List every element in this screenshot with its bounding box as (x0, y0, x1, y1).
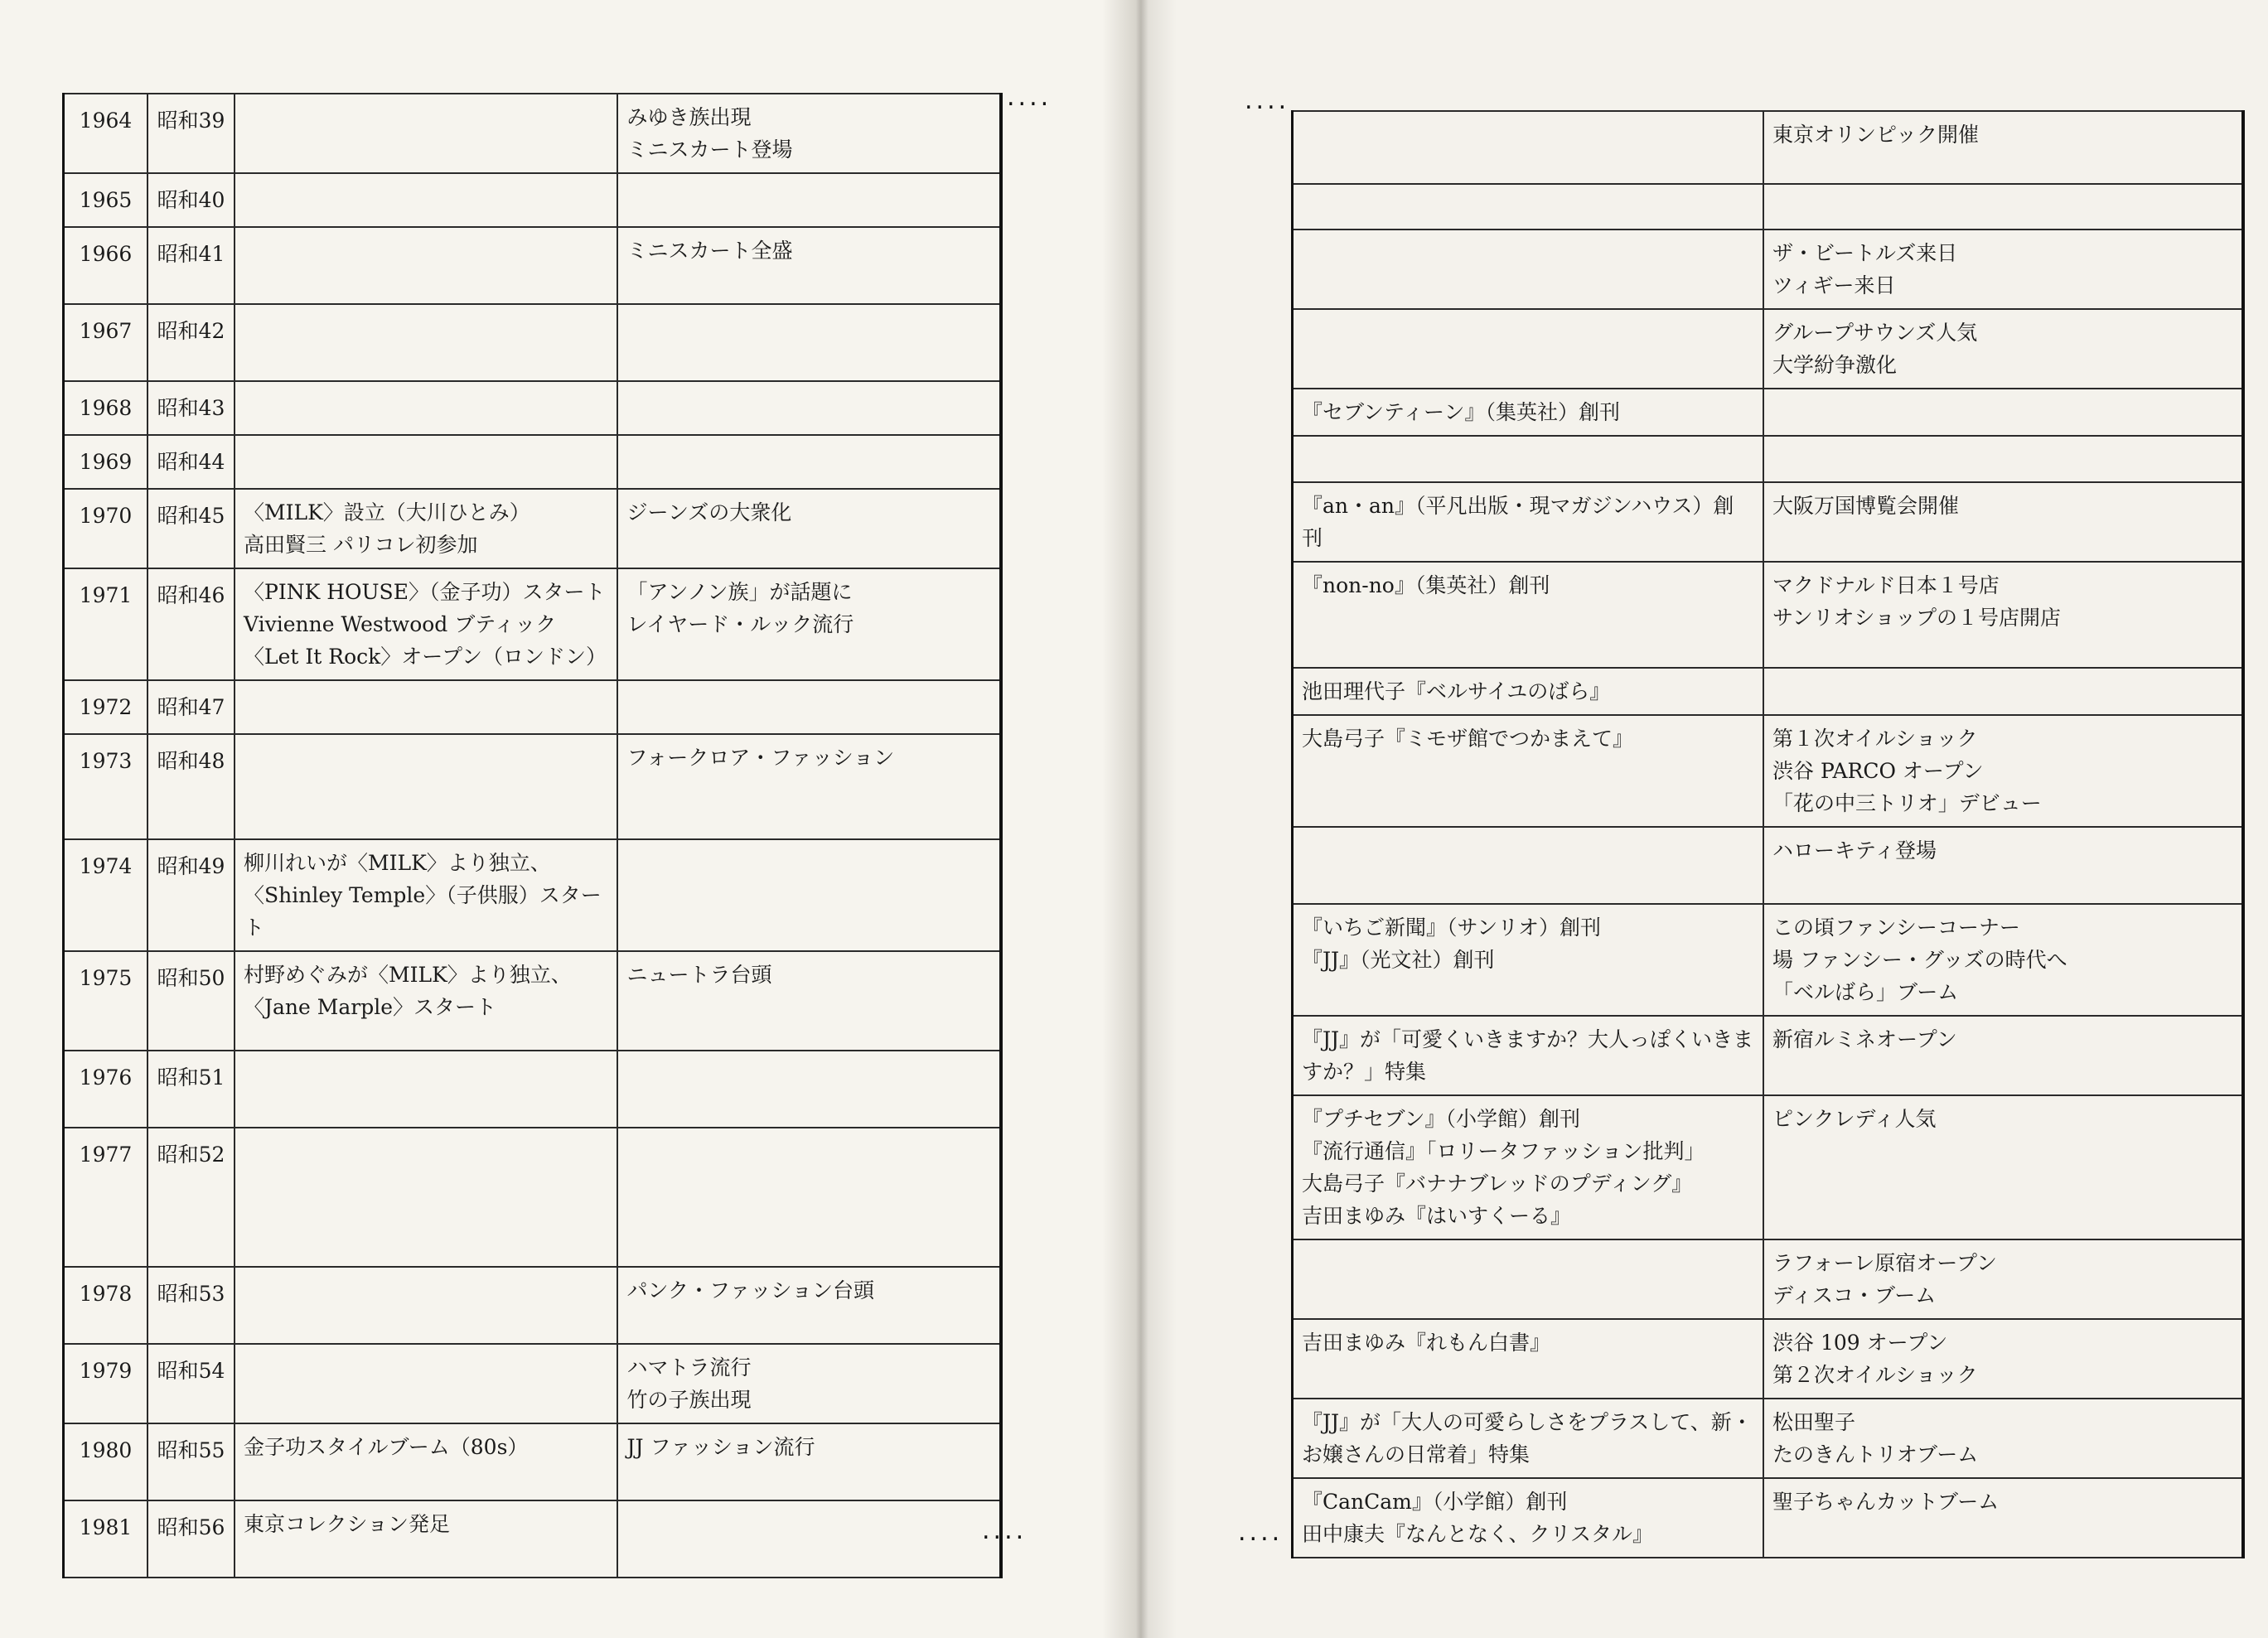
timeline-row (64, 680, 1002, 734)
year-cell: 1967 (64, 304, 147, 381)
events-cell: ピンクレディ人気 (1763, 1095, 2243, 1239)
timeline-table-right (1291, 110, 2245, 1558)
media-cell (1293, 230, 1764, 309)
fashion-cell: 〈MILK〉設立（大川ひとみ） 高田賢三 パリコレ初参加 (235, 489, 617, 568)
events-cell: グループサウンズ人気 大学紛争激化 (1763, 309, 2243, 389)
era-cell: 昭和51 (147, 1051, 235, 1128)
events-cell (1763, 389, 2243, 436)
timeline-row (64, 227, 1002, 304)
timeline-row (1293, 1239, 2244, 1319)
media-cell: 『CanCam』（小学館）創刊 田中康夫『なんとなく、クリスタル』 (1293, 1478, 1764, 1558)
timeline-row (1293, 1095, 2244, 1239)
events-cell (1763, 668, 2243, 715)
fashion-cell (235, 734, 617, 839)
media-cell: 『いちご新聞』（サンリオ）創刊 『JJ』（光文社）創刊 (1293, 904, 1764, 1016)
timeline-row (64, 839, 1002, 951)
timeline-row (1293, 1016, 2244, 1095)
timeline-row (64, 1344, 1002, 1423)
era-cell: 昭和47 (147, 680, 235, 734)
trend-cell: ハマトラ流行 竹の子族出現 (617, 1344, 1001, 1423)
year-cell: 1971 (64, 568, 147, 680)
era-cell: 昭和46 (147, 568, 235, 680)
timeline-row (1293, 230, 2244, 309)
trend-cell (617, 381, 1001, 435)
timeline-row (1293, 389, 2244, 436)
media-cell (1293, 1239, 1764, 1319)
timeline-row (64, 1423, 1002, 1500)
timeline-row (1293, 827, 2244, 904)
media-cell: 池田理代子『ベルサイユのばら』 (1293, 668, 1764, 715)
trend-cell (617, 435, 1001, 489)
year-cell: 1977 (64, 1128, 147, 1267)
year-cell: 1975 (64, 951, 147, 1051)
media-cell: 『JJ』が「大人の可愛らしさをプラスして、新・お嬢さんの日常着」特集 (1293, 1399, 1764, 1478)
continuation-dots-top-right: .... (1245, 86, 1290, 115)
timeline-row (64, 304, 1002, 381)
media-cell: 『プチセブン』（小学館）創刊 『流行通信』「ロリータファッション批判」 大島弓子『バナナブレッドのプディング』 吉田まゆみ『はいすくーる』 (1293, 1095, 1764, 1239)
continuation-dots-top-left: .... (1007, 83, 1052, 112)
timeline-row (64, 1267, 1002, 1344)
fashion-cell (235, 680, 617, 734)
fashion-cell: 金子功スタイルブーム（80s） (235, 1423, 617, 1500)
trend-cell (617, 304, 1001, 381)
year-cell: 1970 (64, 489, 147, 568)
events-cell: 松田聖子 たのきんトリオブーム (1763, 1399, 2243, 1478)
media-cell (1293, 111, 1764, 184)
timeline-row (1293, 562, 2244, 668)
trend-cell: フォークロア・ファッション (617, 734, 1001, 839)
events-cell: 第１次オイルショック 渋谷 PARCO オープン 「花の中三トリオ」デビュー (1763, 715, 2243, 827)
trend-cell (617, 680, 1001, 734)
events-cell: 新宿ルミネオープン (1763, 1016, 2243, 1095)
era-cell: 昭和55 (147, 1423, 235, 1500)
year-cell: 1980 (64, 1423, 147, 1500)
timeline-row (64, 381, 1002, 435)
era-cell: 昭和42 (147, 304, 235, 381)
fashion-cell (235, 173, 617, 227)
media-cell (1293, 436, 1764, 482)
era-cell: 昭和56 (147, 1500, 235, 1578)
fashion-cell: 村野めぐみが〈MILK〉より独立、 〈Jane Marple〉スタート (235, 951, 617, 1051)
trend-cell: ジーンズの大衆化 (617, 489, 1001, 568)
events-cell: 大阪万国博覧会開催 (1763, 482, 2243, 562)
timeline-row (1293, 184, 2244, 230)
timeline-row (1293, 1399, 2244, 1478)
events-cell (1763, 436, 2243, 482)
trend-cell: みゆき族出現 ミニスカート登場 (617, 94, 1001, 173)
era-cell: 昭和49 (147, 839, 235, 951)
year-cell: 1978 (64, 1267, 147, 1344)
timeline-row (64, 734, 1002, 839)
events-cell: ザ・ビートルズ来日 ツィギー来日 (1763, 230, 2243, 309)
timeline-row (64, 173, 1002, 227)
continuation-dots-bottom-left: .... (982, 1516, 1028, 1545)
timeline-row (1293, 904, 2244, 1016)
year-cell: 1981 (64, 1500, 147, 1578)
timeline-row (1293, 1478, 2244, 1558)
events-cell: 聖子ちゃんカットブーム (1763, 1478, 2243, 1558)
fashion-cell (235, 1267, 617, 1344)
timeline-row (64, 1051, 1002, 1128)
year-cell: 1976 (64, 1051, 147, 1128)
events-cell (1763, 184, 2243, 230)
timeline-row (64, 1128, 1002, 1267)
events-cell: マクドナルド日本１号店 サンリオショップの１号店開店 (1763, 562, 2243, 668)
era-cell: 昭和48 (147, 734, 235, 839)
events-cell: この頃ファンシーコーナー 場 ファンシー・グッズの時代へ 「ベルばら」ブーム (1763, 904, 2243, 1016)
fashion-cell (235, 304, 617, 381)
era-cell: 昭和40 (147, 173, 235, 227)
fashion-cell (235, 1051, 617, 1128)
era-cell: 昭和50 (147, 951, 235, 1051)
era-cell: 昭和41 (147, 227, 235, 304)
book-gutter-shadow (1102, 0, 1177, 1638)
events-cell: 渋谷 109 オープン 第２次オイルショック (1763, 1319, 2243, 1399)
year-cell: 1974 (64, 839, 147, 951)
timeline-row (64, 489, 1002, 568)
fashion-cell (235, 1128, 617, 1267)
trend-cell (617, 1500, 1001, 1578)
era-cell: 昭和52 (147, 1128, 235, 1267)
timeline-row (1293, 111, 2244, 184)
year-cell: 1969 (64, 435, 147, 489)
year-cell: 1966 (64, 227, 147, 304)
trend-cell (617, 173, 1001, 227)
media-cell: 吉田まゆみ『れもん白書』 (1293, 1319, 1764, 1399)
timeline-row (64, 435, 1002, 489)
year-cell: 1965 (64, 173, 147, 227)
fashion-cell: 〈PINK HOUSE〉（金子功）スタート Vivienne Westwood ブティック〈Let It Rock〉オープン（ロンドン） (235, 568, 617, 680)
trend-cell (617, 1051, 1001, 1128)
trend-cell: 「アンノン族」が話題に レイヤード・ルック流行 (617, 568, 1001, 680)
media-cell: 『セブンティーン』（集英社）創刊 (1293, 389, 1764, 436)
year-cell: 1973 (64, 734, 147, 839)
year-cell: 1968 (64, 381, 147, 435)
timeline-row (64, 94, 1002, 173)
media-cell (1293, 309, 1764, 389)
timeline-row (64, 1500, 1002, 1578)
fashion-cell (235, 381, 617, 435)
media-cell: 『JJ』が「可愛くいきますか？大人っぽくいきますか？」特集 (1293, 1016, 1764, 1095)
fashion-cell (235, 1344, 617, 1423)
fashion-cell (235, 435, 617, 489)
timeline-row (1293, 482, 2244, 562)
trend-cell (617, 1128, 1001, 1267)
year-cell: 1972 (64, 680, 147, 734)
media-cell: 大島弓子『ミモザ館でつかまえて』 (1293, 715, 1764, 827)
timeline-row (1293, 668, 2244, 715)
fashion-cell: 東京コレクション発足 (235, 1500, 617, 1578)
era-cell: 昭和44 (147, 435, 235, 489)
trend-cell (617, 839, 1001, 951)
media-cell (1293, 184, 1764, 230)
era-cell: 昭和43 (147, 381, 235, 435)
era-cell: 昭和39 (147, 94, 235, 173)
timeline-table-left (62, 93, 1003, 1578)
trend-cell: ミニスカート全盛 (617, 227, 1001, 304)
timeline-row (64, 951, 1002, 1051)
events-cell: ハローキティ登場 (1763, 827, 2243, 904)
trend-cell: パンク・ファッション台頭 (617, 1267, 1001, 1344)
timeline-row (1293, 715, 2244, 827)
events-cell: 東京オリンピック開催 (1763, 111, 2243, 184)
media-cell: 『non-no』（集英社）創刊 (1293, 562, 1764, 668)
trend-cell: ニュートラ台頭 (617, 951, 1001, 1051)
fashion-cell: 柳川れいが〈MILK〉より独立、 〈Shinley Temple〉（子供服）スタート (235, 839, 617, 951)
continuation-dots-bottom-right: .... (1238, 1518, 1284, 1547)
era-cell: 昭和45 (147, 489, 235, 568)
year-cell: 1964 (64, 94, 147, 173)
fashion-cell (235, 94, 617, 173)
fashion-cell (235, 227, 617, 304)
media-cell: 『an・an』（平凡出版・現マガジンハウス）創刊 (1293, 482, 1764, 562)
timeline-row (1293, 436, 2244, 482)
timeline-row (1293, 1319, 2244, 1399)
timeline-row (64, 568, 1002, 680)
events-cell: ラフォーレ原宿オープン ディスコ・ブーム (1763, 1239, 2243, 1319)
trend-cell: JJ ファッション流行 (617, 1423, 1001, 1500)
era-cell: 昭和53 (147, 1267, 235, 1344)
era-cell: 昭和54 (147, 1344, 235, 1423)
timeline-row (1293, 309, 2244, 389)
media-cell (1293, 827, 1764, 904)
year-cell: 1979 (64, 1344, 147, 1423)
